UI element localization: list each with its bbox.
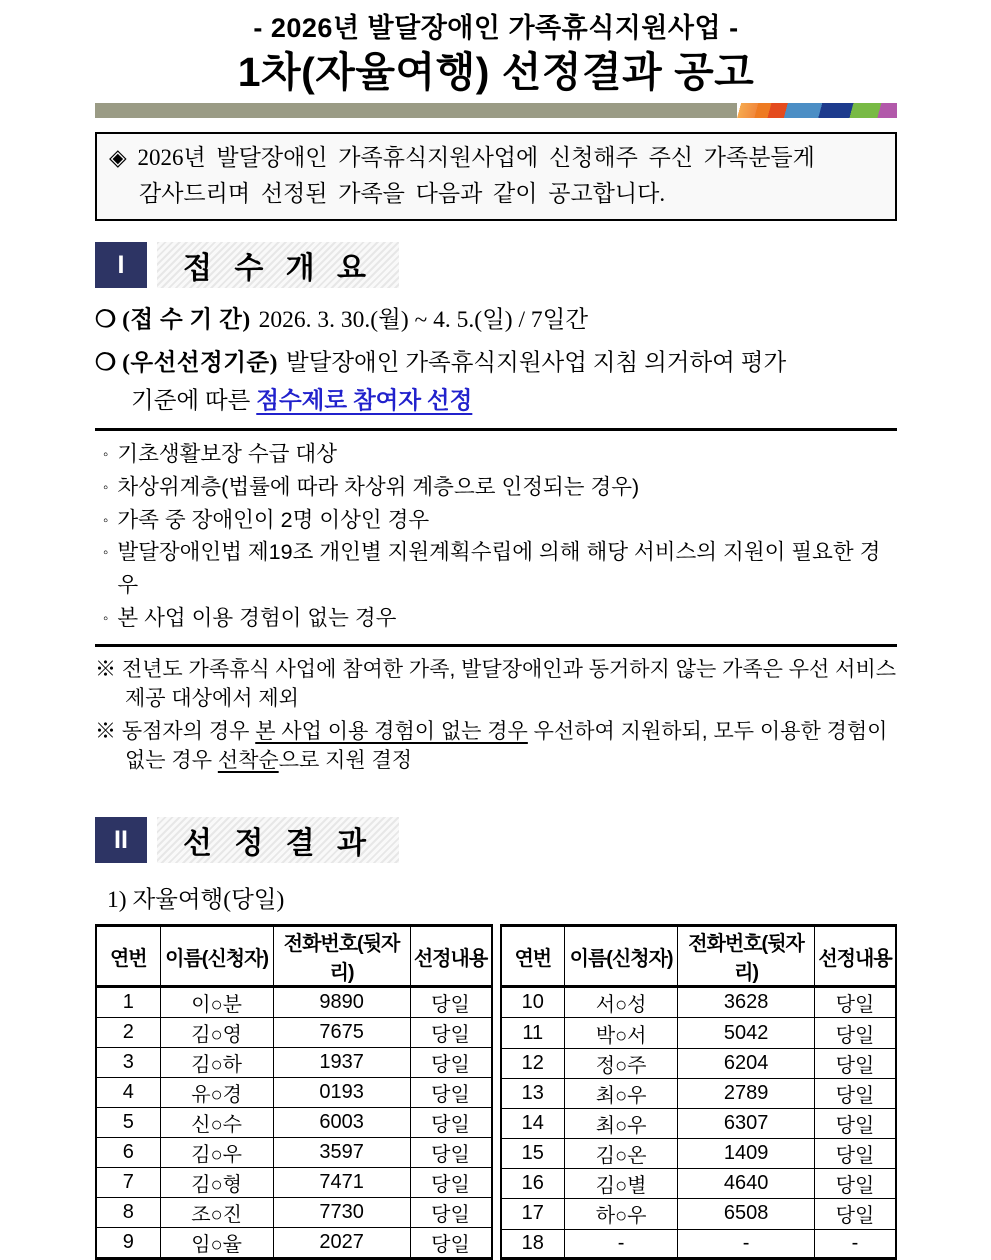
circle-marker-icon: ❍ xyxy=(95,307,117,334)
title-block xyxy=(95,12,897,96)
ribbon-color-segments xyxy=(737,103,897,118)
table-cell: 11 xyxy=(501,1018,565,1048)
table-cell: 당일 xyxy=(410,1138,492,1168)
table-cell: 3 xyxy=(96,1048,160,1078)
table-cell: 6204 xyxy=(678,1048,815,1078)
table-cell: 이○분 xyxy=(160,987,273,1018)
table-cell: 당일 xyxy=(410,1078,492,1108)
table-cell: 0193 xyxy=(273,1078,410,1108)
table-cell: 최○우 xyxy=(565,1078,678,1108)
bullet-icon: ◦ xyxy=(103,609,109,627)
table-row xyxy=(501,1139,897,1169)
criteria-text: 가족 중 장애인이 2명 이상인 경우 xyxy=(117,507,430,532)
document-subtitle: - 2026년 발달장애인 가족휴식지원사업 - xyxy=(253,13,739,43)
table-cell: 15 xyxy=(501,1139,565,1169)
section-2-number: II xyxy=(95,817,147,863)
table-cell: 1937 xyxy=(273,1048,410,1078)
circle-marker-icon: ❍ xyxy=(95,350,117,377)
table-cell: 9890 xyxy=(273,987,410,1018)
bullet-icon: ◦ xyxy=(103,479,109,497)
table-cell: 조○진 xyxy=(160,1198,273,1228)
table-cell: 4640 xyxy=(678,1169,815,1199)
footnote-1 xyxy=(95,656,905,714)
table-cell: 3628 xyxy=(678,987,815,1018)
table-cell: 신○수 xyxy=(160,1108,273,1138)
footnote-2-underline-1: 본 사업 이용 경험이 없는 경우 xyxy=(255,720,528,744)
list-item xyxy=(103,602,897,635)
table-cell: 7471 xyxy=(273,1168,410,1198)
ribbon-olive-segment xyxy=(95,103,737,118)
table-cell: 4 xyxy=(96,1078,160,1108)
table-cell: 1409 xyxy=(678,1139,815,1169)
table-cell: 당일 xyxy=(815,1199,897,1229)
section-1-header xyxy=(95,242,897,288)
table-header-row xyxy=(96,926,492,987)
column-header: 전화번호(뒷자리) xyxy=(273,926,410,987)
table-cell: 김○별 xyxy=(565,1169,678,1199)
criteria-text: 발달장애인법 제19조 개인별 지원계획수립에 의해 해당 서비스의 지원이 필요한 경우 xyxy=(117,540,881,598)
footnotes xyxy=(95,656,905,776)
table-cell: 당일 xyxy=(815,1139,897,1169)
column-header: 이름(신청자) xyxy=(160,926,273,987)
table-cell: 14 xyxy=(501,1108,565,1138)
results-table-right xyxy=(500,924,898,1260)
table-row xyxy=(501,1199,897,1229)
table-row xyxy=(501,1169,897,1199)
footnote-2-underline-2: 선착순 xyxy=(217,749,279,773)
notice-box xyxy=(95,132,897,221)
list-item xyxy=(103,504,897,537)
column-header: 전화번호(뒷자리) xyxy=(678,926,815,987)
reception-period-text: 2026. 3. 30.(월) ~ 4. 5.(일) / 7일간 xyxy=(258,307,589,334)
reference-mark-icon: ※ xyxy=(95,658,116,682)
footnote-1-text: 전년도 가족휴식 사업에 참여한 가족, 발달장애인과 동거하지 않는 가족은 우선 서비스 제공 대상에서 제외 xyxy=(121,658,897,711)
reception-period-label: (접 수 기 간) xyxy=(122,307,251,334)
table-cell: 당일 xyxy=(410,1108,492,1138)
table-cell: 8 xyxy=(96,1198,160,1228)
table-cell: 박○서 xyxy=(565,1018,678,1048)
table-cell: 13 xyxy=(501,1078,565,1108)
table-cell: 17 xyxy=(501,1199,565,1229)
table-cell: 당일 xyxy=(815,1018,897,1048)
bullet-icon: ◦ xyxy=(103,544,109,562)
table-cell: 당일 xyxy=(410,1018,492,1048)
table-row xyxy=(96,1168,492,1198)
table-row xyxy=(501,1078,897,1108)
footnote-2 xyxy=(95,718,905,776)
criteria-text: 차상위계층(법률에 따라 차상위 계층으로 인정되는 경우) xyxy=(117,475,640,500)
table-cell: 김○형 xyxy=(160,1168,273,1198)
section-1-title: 접 수 개 요 xyxy=(157,242,399,288)
criteria-text: 기초생활보장 수급 대상 xyxy=(117,442,337,467)
priority-line-2 xyxy=(95,384,897,418)
table-row xyxy=(501,987,897,1018)
criteria-list xyxy=(95,428,897,647)
table-row xyxy=(96,1108,492,1138)
table-cell: 최○우 xyxy=(565,1108,678,1138)
table-cell: 임○율 xyxy=(160,1228,273,1259)
table-cell: 6003 xyxy=(273,1108,410,1138)
bullet-icon: ◦ xyxy=(103,511,109,529)
column-header: 연번 xyxy=(96,926,160,987)
notice-line-1 xyxy=(109,140,883,176)
criteria-text: 본 사업 이용 경험이 없는 경우 xyxy=(117,605,397,630)
table-cell: 당일 xyxy=(410,987,492,1018)
score-system-emphasis: 점수제로 참여자 선정 xyxy=(256,388,473,415)
table-cell: 2789 xyxy=(678,1078,815,1108)
table-cell: 3597 xyxy=(273,1138,410,1168)
reception-period-item xyxy=(95,303,897,337)
table-cell: - xyxy=(565,1229,678,1259)
table-cell: 당일 xyxy=(815,1169,897,1199)
table-cell: 당일 xyxy=(410,1198,492,1228)
table-cell: 김○온 xyxy=(565,1139,678,1169)
table-cell: 6 xyxy=(96,1138,160,1168)
table-header-row xyxy=(501,926,897,987)
list-item xyxy=(103,536,897,601)
priority-text-2: 기준에 따른 xyxy=(131,388,257,415)
table-cell: 10 xyxy=(501,987,565,1018)
table-cell: 하○우 xyxy=(565,1199,678,1229)
priority-criteria-item xyxy=(95,346,897,418)
table-row xyxy=(501,1048,897,1078)
table-cell: 12 xyxy=(501,1048,565,1078)
table-cell: 당일 xyxy=(410,1168,492,1198)
table-row xyxy=(96,1078,492,1108)
diamond-icon: ◈ xyxy=(109,144,127,170)
bullet-icon: ◦ xyxy=(103,446,109,464)
column-header: 이름(신청자) xyxy=(565,926,678,987)
priority-text-1: 발달장애인 가족휴식지원사업 지침 의거하여 평가 xyxy=(285,350,787,377)
table-cell: 16 xyxy=(501,1169,565,1199)
table-row xyxy=(96,1048,492,1078)
document-title: 1차(자율여행) 선정결과 공고 xyxy=(237,48,755,95)
column-header: 선정내용 xyxy=(815,926,897,987)
table-cell: 2 xyxy=(96,1018,160,1048)
table-cell: 당일 xyxy=(815,987,897,1018)
table-cell: 김○하 xyxy=(160,1048,273,1078)
priority-label: (우선선정기준) xyxy=(122,350,278,377)
table-cell: 7675 xyxy=(273,1018,410,1048)
table-cell: 김○영 xyxy=(160,1018,273,1048)
reference-mark-icon: ※ xyxy=(95,720,116,744)
table-row xyxy=(96,1198,492,1228)
results-tables xyxy=(95,924,897,1260)
table-row xyxy=(501,1108,897,1138)
decorative-ribbon xyxy=(95,103,897,118)
table-cell: 6508 xyxy=(678,1199,815,1229)
table-cell: 7 xyxy=(96,1168,160,1198)
overview-items xyxy=(95,303,897,418)
column-header: 선정내용 xyxy=(410,926,492,987)
table-cell: - xyxy=(815,1229,897,1259)
table-cell: 5042 xyxy=(678,1018,815,1048)
table-cell: 7730 xyxy=(273,1198,410,1228)
footnote-2-text: 우선하여 지원하되, 모두 이용한 경험이 없는 경우 xyxy=(125,720,888,773)
footnote-2-text: 동점자의 경우 xyxy=(121,720,256,744)
list-item xyxy=(103,471,897,504)
table-row xyxy=(501,1229,897,1259)
table-row xyxy=(96,1018,492,1048)
section-2-header xyxy=(95,817,897,863)
table-cell: 9 xyxy=(96,1228,160,1259)
section-1-number: I xyxy=(95,242,147,288)
table-cell: 6307 xyxy=(678,1108,815,1138)
table-row xyxy=(96,1138,492,1168)
table-cell: 당일 xyxy=(815,1108,897,1138)
notice-line-2: 감사드리며 선정된 가족을 다음과 같이 공고합니다. xyxy=(139,180,666,206)
table-cell: - xyxy=(678,1229,815,1259)
table-row xyxy=(96,1228,492,1259)
table-cell: 당일 xyxy=(815,1078,897,1108)
table-cell: 당일 xyxy=(410,1228,492,1259)
footnote-2-text: 으로 지원 결정 xyxy=(278,749,413,773)
table-cell: 당일 xyxy=(410,1048,492,1078)
results-table-left xyxy=(95,924,493,1260)
table-cell: 18 xyxy=(501,1229,565,1259)
table-cell: 1 xyxy=(96,987,160,1018)
table-row xyxy=(96,987,492,1018)
table-cell: 당일 xyxy=(815,1048,897,1078)
section-2-title: 선 정 결 과 xyxy=(157,817,399,863)
table-cell: 2027 xyxy=(273,1228,410,1259)
table-cell: 5 xyxy=(96,1108,160,1138)
results-sublabel: 1) 자율여행(당일) xyxy=(107,887,285,914)
column-header: 연번 xyxy=(501,926,565,987)
table-cell: 김○우 xyxy=(160,1138,273,1168)
table-cell: 서○성 xyxy=(565,987,678,1018)
notice-text-1: 2026년 발달장애인 가족휴식지원사업에 신청해주 주신 가족분들게 xyxy=(137,144,815,170)
table-row xyxy=(501,1018,897,1048)
list-item xyxy=(103,438,897,471)
table-cell: 유○경 xyxy=(160,1078,273,1108)
table-cell: 정○주 xyxy=(565,1048,678,1078)
priority-line-1 xyxy=(95,346,897,380)
